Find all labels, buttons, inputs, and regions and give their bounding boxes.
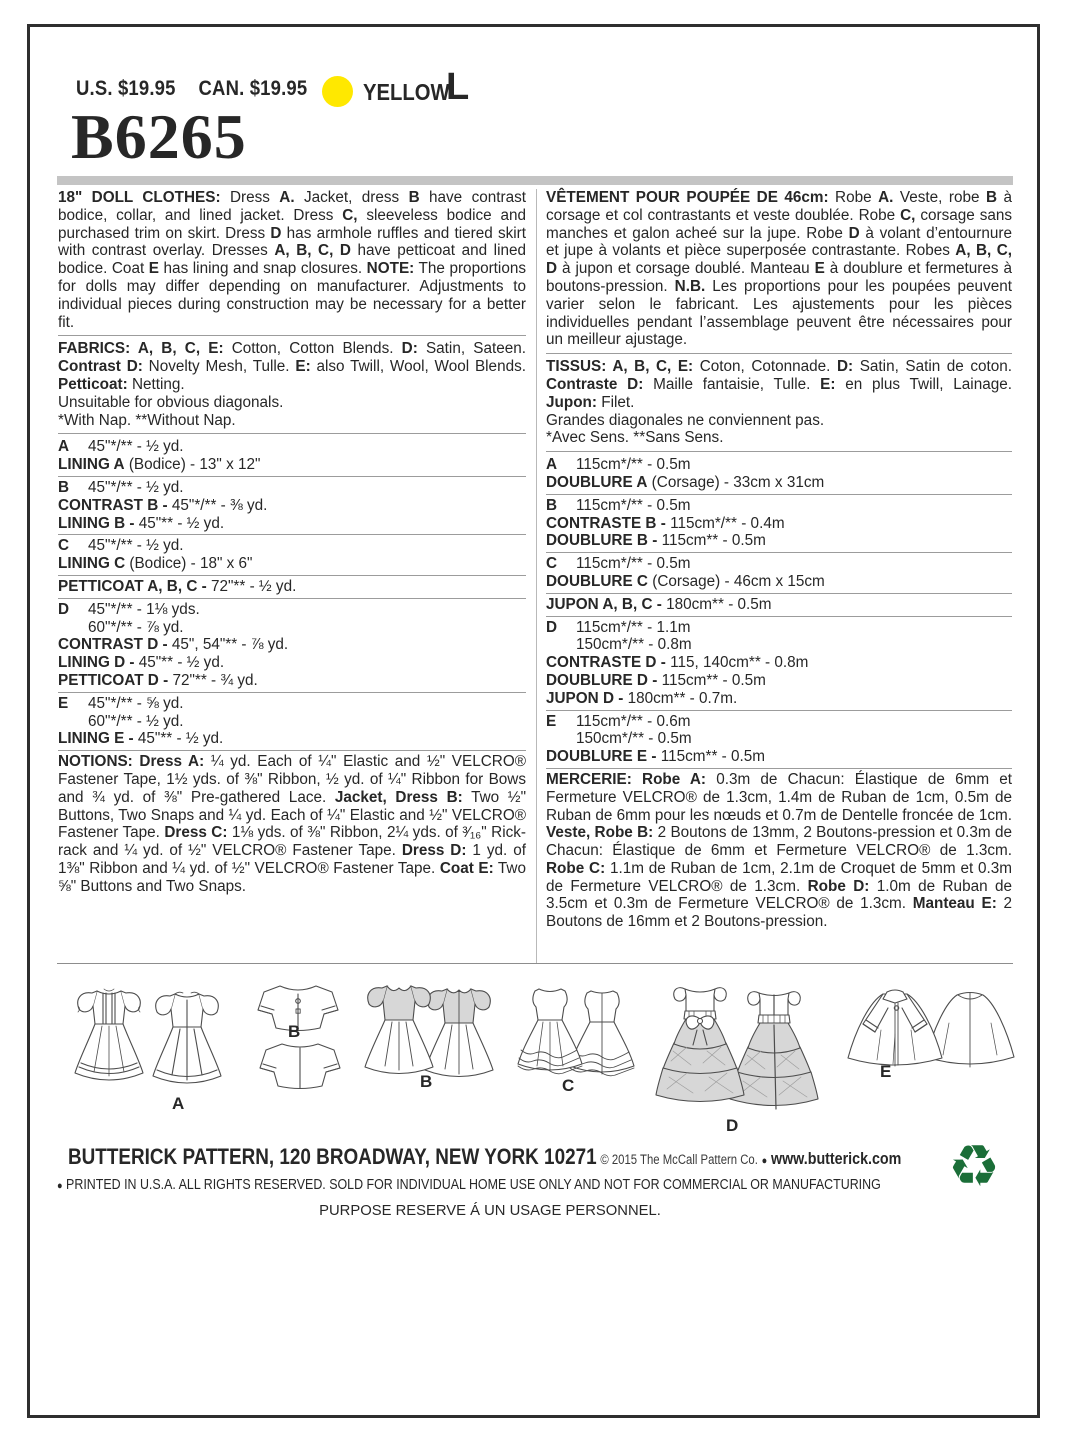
recycle-icon: ♻ — [948, 1134, 1000, 1199]
yardage-row: DOUBLURE D - 115cm** - 0.5m — [546, 671, 766, 689]
website-text: www.butterick.com — [770, 1149, 902, 1168]
dress-a-illustration — [58, 980, 238, 1098]
yardage-row: LINING B - 45"** - ½ yd. — [58, 514, 225, 532]
section-rule — [58, 335, 526, 336]
yardage-row: CONTRAST B - 45"*/** - ⅜ yd. — [58, 496, 268, 514]
size-letter: L — [446, 66, 470, 108]
copyright-text: © 2015 The McCall Pattern Co. — [600, 1152, 758, 1167]
yardage-row: LINING D - 45"** - ½ yd. — [58, 654, 225, 672]
label-view-e: E — [880, 1062, 892, 1081]
label-view-d: D — [726, 1116, 739, 1135]
yardage-row: C 115cm*/** - 0.5m — [546, 555, 691, 573]
yardage-row: B 115cm*/** - 0.5m — [546, 496, 691, 514]
section-rule — [58, 433, 526, 434]
fabrics-french: TISSUS: A, B, C, E: Coton, Cotonnade. D: Satin, Satin de coton. Contraste D: Maille fantaisie, Tulle. E: en plus Twill, Lainage. Jupon: Filet. — [546, 358, 1013, 411]
row-rule — [58, 575, 526, 576]
english-column — [58, 189, 526, 895]
price-us-label: U.S. — [76, 77, 113, 100]
yardage-row: PETTICOAT D - 72"** - ¾ yd. — [58, 671, 258, 689]
row-rule — [546, 616, 1012, 617]
fabrics-english: FABRICS: A, B, C, E: Cotton, Cotton Blends. D: Satin, Sateen. Contrast D: Novelty Mesh, Tulle. E: also Twill, Wool, Wool Blends. Petticoat: Netting. — [58, 340, 526, 393]
tissus-note-sens: *Avec Sens. **Sans Sens. — [546, 429, 724, 447]
label-view-c: C — [562, 1076, 575, 1095]
yardage-row: LINING A (Bodice) - 13" x 12" — [58, 456, 261, 474]
row-rule — [58, 750, 526, 751]
label-view-b-dress: B — [420, 1072, 433, 1091]
yardage-table-french — [546, 456, 1012, 769]
row-rule — [546, 552, 1012, 553]
french-column — [546, 189, 1012, 931]
section-rule — [546, 353, 1012, 354]
publisher-address: BUTTERICK PATTERN, 120 BROADWAY, NEW YORK 10271 — [68, 1144, 597, 1169]
illustration-divider — [57, 963, 1013, 964]
row-rule — [546, 768, 1012, 769]
row-rule — [58, 692, 526, 693]
yardage-row: E 115cm*/** - 0.6m — [546, 712, 691, 730]
tissus-note-diagonales: Grandes diagonales ne conviennent pas. — [546, 411, 825, 429]
yardage-row: DOUBLURE A (Corsage) - 33cm x 31cm — [546, 473, 825, 491]
row-rule — [546, 494, 1012, 495]
description-french: VÊTEMENT POUR POUPÉE DE 46cm: Robe A. Veste, robe B à corsage et col contrastants et veste doublée. Robe C, corsage sans manches et galon acheé sur la jupe. Robe D à volant d’entournure et jupe à volants et pièce superposée contrastante. Robes A, B, C, D à jupon et corsage doublé. Manteau E à doublure et fermetures à boutons-pression. N.B. Les proportions pour les poupées peuvent varier selon le fabricant. Les ajustements pour les pièces individuelles pendant l’assemblage peuvent être nécessaires pour un meilleur ajustage. — [546, 189, 1013, 349]
rights-line — [57, 1177, 881, 1193]
dress-d-illustration — [653, 977, 828, 1119]
yardage-row: D 45"*/** - 1⅛ yds. — [58, 600, 200, 618]
yardage-row: D 115cm*/** - 1.1m — [546, 618, 691, 636]
yardage-row: CONTRASTE B - 115cm*/** - 0.4m — [546, 514, 785, 532]
rights-text: PRINTED IN U.S.A. ALL RIGHTS RESERVED. SOLD FOR INDIVIDUAL HOME USE ONLY AND NOT FOR COMMERCIAL OR MANUFACTURING — [66, 1177, 881, 1193]
usage-line: PURPOSE RESERVE Á UN USAGE PERSONNEL. — [319, 1203, 661, 1219]
publisher-line — [68, 1144, 901, 1170]
price-can-value: $19.95 — [249, 77, 308, 100]
price-can-label: CAN. — [198, 77, 245, 100]
dress-b-illustration — [352, 976, 507, 1086]
fabrics-note-diagonals: Unsuitable for obvious diagonals. — [58, 393, 284, 411]
yardage-row: LINING C (Bodice) - 18" x 6" — [58, 555, 253, 573]
yardage-row: DOUBLURE E - 115cm** - 0.5m — [546, 748, 766, 766]
yellow-color-dot-icon — [322, 76, 353, 107]
yardage-table-english — [58, 438, 526, 751]
yardage-row: 150cm*/** - 0.5m — [576, 730, 692, 748]
yardage-row: JUPON D - 180cm** - 0.7m. — [546, 689, 738, 707]
price-line — [76, 77, 307, 101]
yardage-row: LINING E - 45"** - ½ yd. — [58, 730, 224, 748]
yardage-row: C 45"*/** - ½ yd. — [58, 537, 184, 555]
color-name-label: YELLOW — [363, 79, 450, 105]
description-english: 18" DOLL CLOTHES: Dress A. Jacket, dress B have contrast bodice, collar, and lined jacket. Dress C, sleeveless bodice and purchased trim on skirt. Dress D has armhole ruffles and tiered skirt with contrast overlay. Dresses A, B, C, D have petticoat and lined bodice. Coat E has lining and snap closures. NOTE: The proportions for dolls may differ depending on manufacturer. Adjustments to individual pieces during construction may be necessary for a better fit. — [58, 189, 527, 331]
yardage-row: CONTRASTE D - 115, 140cm** - 0.8m — [546, 654, 809, 672]
yardage-row: A 45"*/** - ½ yd. — [58, 438, 184, 456]
section-rule — [546, 451, 1012, 452]
yardage-row: B 45"*/** - ½ yd. — [58, 478, 184, 496]
yardage-row: 60"*/** - ½ yd. — [88, 712, 184, 730]
mercerie-french: MERCERIE: Robe A: 0.3m de Chacun: Élastique de 6mm et Fermeture VELCRO® de 1.3cm, 1.4m de Ruban de 1cm, 0.5m de Ruban de 6mm pour les nœuds et 0.7m de Dentelle froncée de 1cm. Veste, Robe B: 2 Boutons de 13mm, 2 Boutons-pression et 0.3m de Chacun: Élastique de 6mm et Fermeture VELCRO® de 1.3cm. Robe C: 1.1m de Ruban de 1cm, 2.1m de Croquet de 5mm et 0.3m de Fermeture VELCRO® de 1.3cm. Robe D: 1.0m de Ruban de 3.5cm et 0.3m de Fermeture VELCRO® de 1.3cm. Manteau E: 2 Boutons de 16mm et 2 Boutons-pression. — [546, 770, 1013, 931]
yardage-row: 60"*/** - ⅞ yd. — [88, 618, 184, 636]
row-rule — [546, 593, 1012, 594]
yardage-row: PETTICOAT A, B, C - 72"** - ½ yd. — [58, 577, 297, 595]
label-view-b-jacket: B — [288, 1022, 301, 1041]
label-view-a: A — [172, 1094, 185, 1113]
row-rule — [58, 534, 526, 535]
fabrics-note-nap: *With Nap. **Without Nap. — [58, 411, 236, 429]
coat-e-illustration — [833, 980, 1018, 1072]
yardage-row: DOUBLURE B - 115cm** - 0.5m — [546, 532, 766, 550]
yardage-row: CONTRAST D - 45", 54"** - ⅞ yd. — [58, 636, 289, 654]
yardage-row: JUPON A, B, C - 180cm** - 0.5m — [546, 595, 772, 613]
pattern-number: B6265 — [71, 101, 247, 172]
yardage-row: E 45"*/** - ⅝ yd. — [58, 694, 184, 712]
yardage-row: 150cm*/** - 0.8m — [576, 636, 692, 654]
bullet-dot: ● — [57, 1180, 63, 1192]
yardage-row: A 115cm*/** - 0.5m — [546, 456, 691, 474]
column-divider — [536, 189, 537, 963]
row-rule — [58, 598, 526, 599]
header-divider-bar — [57, 176, 1013, 185]
row-rule — [546, 710, 1012, 711]
separator-dot: ● — [761, 1155, 768, 1167]
price-us-value: $19.95 — [117, 77, 176, 100]
notions-english: NOTIONS: Dress A: ¼ yd. Each of ¼" Elastic and ½" VELCRO® Fastener Tape, 1½ yds. of ⅜" Ribbon, ½ yd. of ¼" Ribbon for Bows and ¾ yd. of ⅜" Pre-gathered Lace. Jacket, Dress B: Two ½" Buttons, Two Snaps and ¼ yd. Each of ¼" Elastic and ½" VELCRO® Fastener Tape. Dress C: 1⅛ yds. of ⅜" Ribbon, 2¼ yds. of ³⁄₁₆" Rick-rack and ¼ yd. of ½" VELCRO® Fastener Tape. Dress D: 1 yd. of 1⅜" Ribbon and ¼ yd. of ½" VELCRO® Fastener Tape. Coat E: Two ⅝" Buttons and Two Snaps. — [58, 753, 526, 895]
dress-c-illustration — [505, 982, 650, 1082]
yardage-row: DOUBLURE C (Corsage) - 46cm x 15cm — [546, 572, 825, 590]
row-rule — [58, 476, 526, 477]
